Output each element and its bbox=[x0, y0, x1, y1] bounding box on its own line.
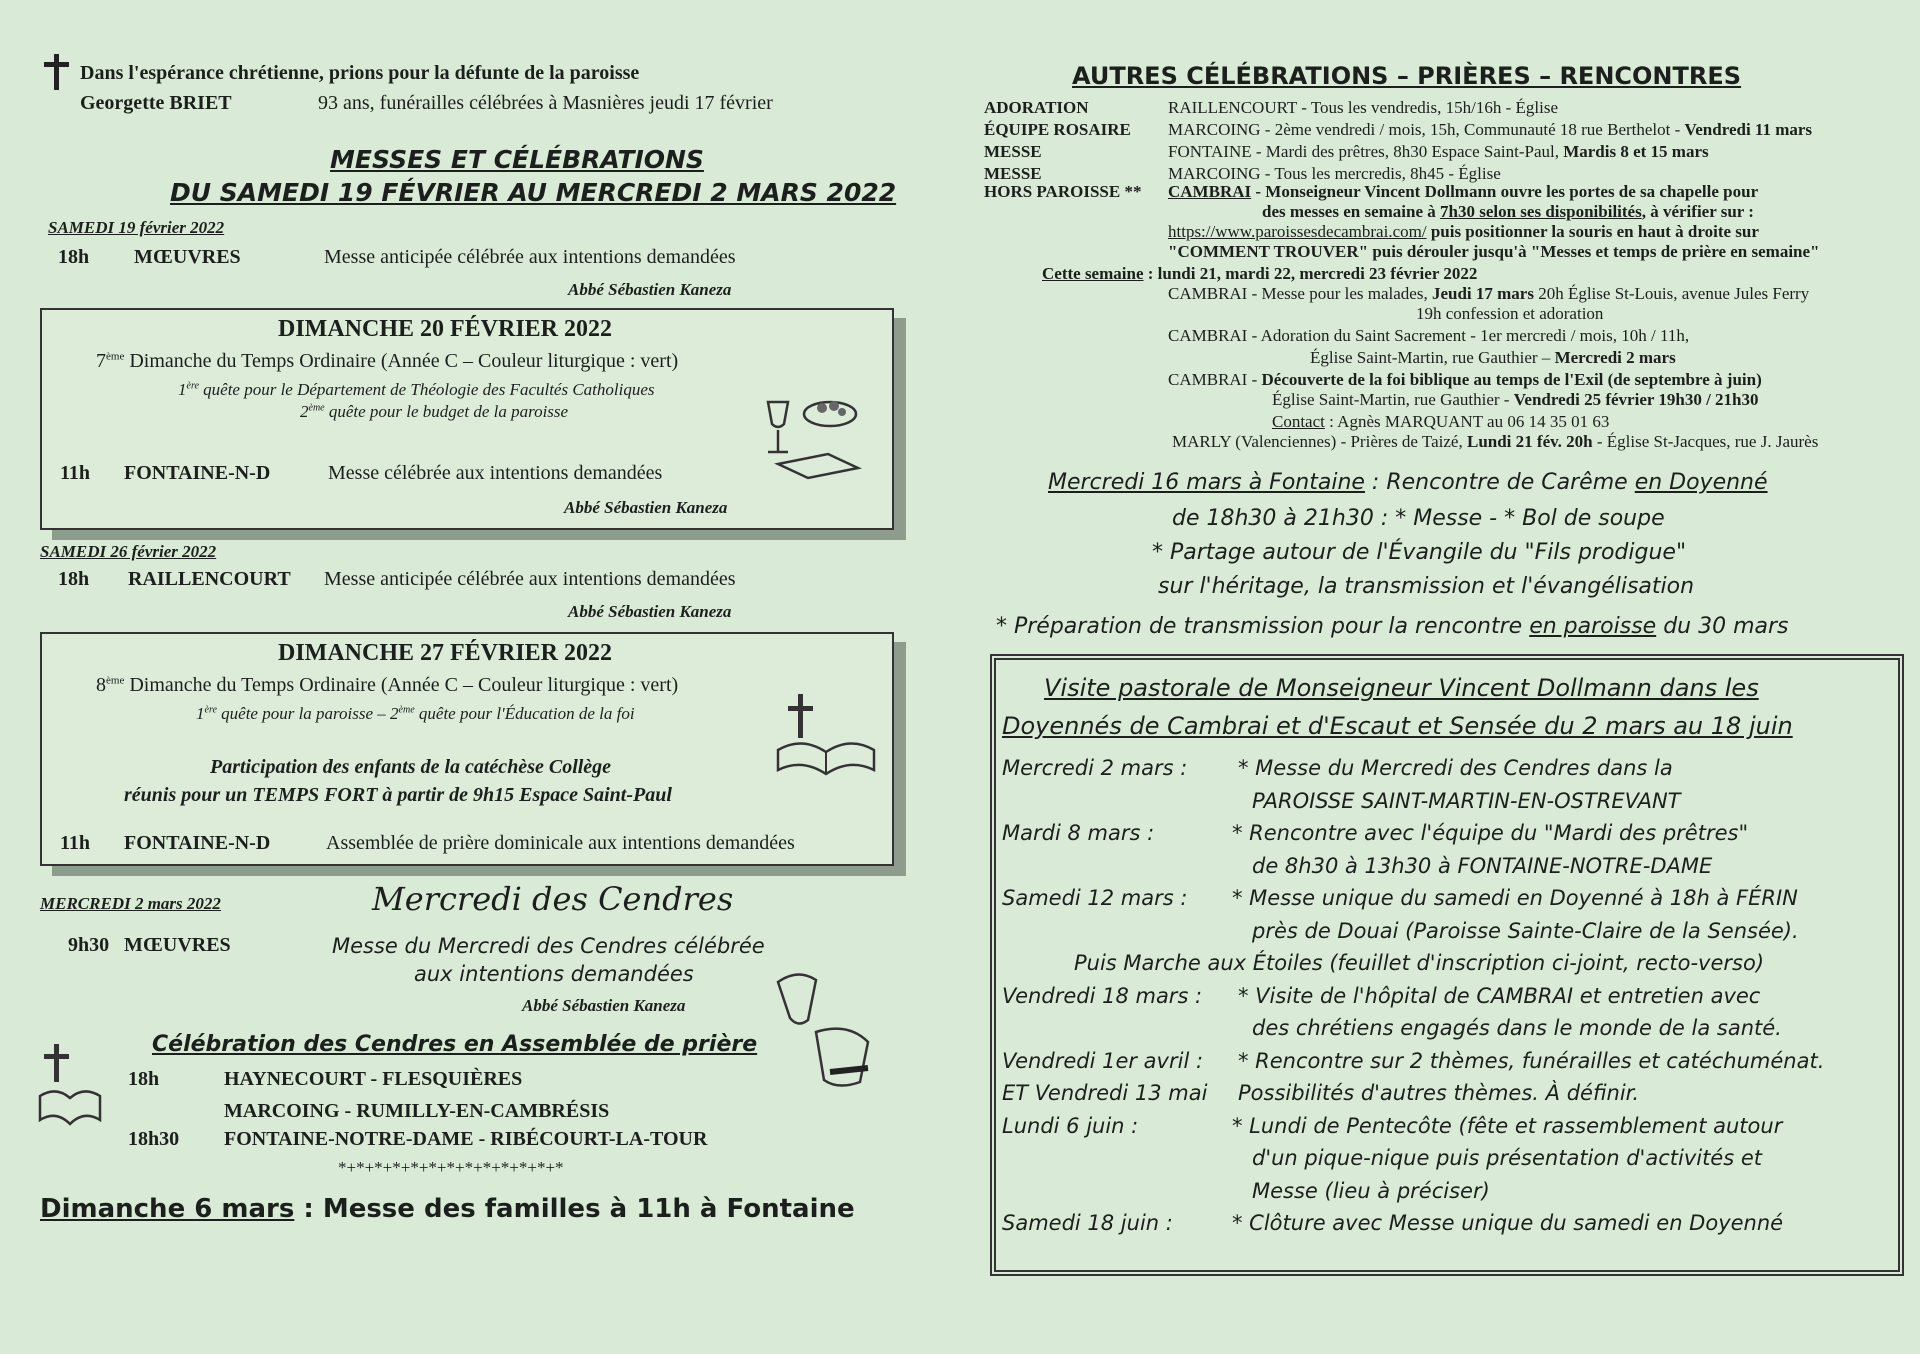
visite-text: * Rencontre sur 2 thèmes, funérailles et catéchuménat. bbox=[1238, 1048, 1825, 1073]
event-line: CAMBRAI - Découverte de la foi biblique au temps de l'Exil (de septembre à juin) bbox=[1168, 370, 1762, 389]
mass-time: 18h bbox=[58, 568, 90, 590]
date-heading: MERCREDI 2 mars 2022 bbox=[40, 894, 221, 913]
cendres-places: FONTAINE-NOTRE-DAME - RIBÉCOURT-LA-TOUR bbox=[224, 1128, 708, 1150]
careme-line: de 18h30 à 21h30 : * Messe - * Bol de soupe bbox=[1172, 506, 1665, 531]
visite-text: près de Douai (Paroisse Sainte-Claire de la Sensée). bbox=[1252, 918, 1799, 943]
visite-text: Messe (lieu à préciser) bbox=[1252, 1178, 1490, 1203]
row-text: MARCOING - 2ème vendredi / mois, 15h, Communauté 18 rue Berthelot - Vendredi 11 mars bbox=[1168, 120, 1813, 139]
ashes-hand-icon bbox=[768, 962, 888, 1107]
careme-line: * Partage autour de l'Évangile du "Fils prodigue" bbox=[1152, 540, 1687, 565]
careme-line: sur l'héritage, la transmission et l'évangélisation bbox=[1158, 574, 1695, 599]
event-line: 19h confession et adoration bbox=[1416, 304, 1604, 323]
cendres-places: HAYNECOURT - FLESQUIÈRES bbox=[224, 1068, 523, 1090]
careme-line: * Préparation de transmission pour la rencontre en paroisse du 30 mars bbox=[996, 614, 1789, 639]
priest-name: Abbé Sébastien Kaneza bbox=[568, 280, 732, 299]
ash-wednesday-heading: Mercredi des Cendres bbox=[372, 880, 734, 918]
participation-line: Participation des enfants de la catéchèse Collège bbox=[210, 756, 612, 778]
visite-date: Lundi 6 juin : bbox=[1002, 1113, 1139, 1138]
event-line: MARLY (Valenciennes) - Prières de Taizé, Lundi 21 fév. 20h - Église St-Jacques, rue J. Jaurès bbox=[1172, 432, 1819, 451]
visite-text: * Lundi de Pentecôte (fête et rassemblement autour bbox=[1232, 1113, 1783, 1138]
mass-place: MŒUVRES bbox=[134, 246, 241, 268]
quete-1: 1ère quête pour le Département de Théologie des Facultés Catholiques bbox=[178, 380, 655, 399]
mass-place: RAILLENCOURT bbox=[128, 568, 291, 590]
row-label: ADORATION bbox=[984, 98, 1089, 117]
hors-line: CAMBRAI - Monseigneur Vincent Dollmann ouvre les portes de sa chapelle pour bbox=[1168, 182, 1759, 201]
mass-desc: Assemblée de prière dominicale aux intentions demandées bbox=[326, 832, 795, 854]
sunday-27-box bbox=[40, 632, 894, 866]
mass-time: 18h bbox=[58, 246, 90, 268]
visite-date: Vendredi 1er avril : bbox=[1002, 1048, 1204, 1073]
cendres-time: 18h bbox=[128, 1068, 160, 1090]
visite-text: * Visite de l'hôpital de CAMBRAI et entretien avec bbox=[1238, 983, 1761, 1008]
family-mass-line: Dimanche 6 mars : Messe des familles à 11h à Fontaine bbox=[40, 1194, 855, 1224]
priest-name: Abbé Sébastien Kaneza bbox=[564, 498, 728, 517]
visite-text: * Clôture avec Messe unique du samedi en Doyenné bbox=[1232, 1211, 1784, 1235]
visite-title: Doyennés de Cambrai et d'Escaut et Sensée du 2 mars au 18 juin bbox=[1002, 712, 1793, 740]
visite-text: PAROISSE SAINT-MARTIN-EN-OSTREVANT bbox=[1252, 788, 1681, 813]
mass-place: FONTAINE-N-D bbox=[124, 832, 271, 854]
mass-desc: Messe anticipée célébrée aux intentions demandées bbox=[324, 568, 736, 590]
priest-name: Abbé Sébastien Kaneza bbox=[568, 602, 732, 621]
visite-text: de 8h30 à 13h30 à FONTAINE-NOTRE-DAME bbox=[1252, 853, 1713, 878]
visite-title: Visite pastorale de Monseigneur Vincent Dollmann dans les bbox=[1044, 674, 1759, 702]
obituary-details: 93 ans, funérailles célébrées à Masnières jeudi 17 février bbox=[318, 92, 773, 114]
chalice-bread-icon bbox=[758, 392, 868, 487]
visite-date: Mercredi 2 mars : bbox=[1002, 756, 1188, 780]
cendres-time: 18h30 bbox=[128, 1128, 180, 1150]
visite-text: Possibilités d'autres thèmes. À définir. bbox=[1238, 1081, 1640, 1105]
quete-line: 1ère quête pour la paroisse – 2ème quête pour l'Éducation de la foi bbox=[196, 704, 635, 723]
row-label: ÉQUIPE ROSAIRE bbox=[984, 120, 1131, 139]
stars-separator: *+*+*+*+*+*+*+*+*+*+*+*+* bbox=[338, 1158, 564, 1177]
event-line: Contact : Agnès MARQUANT au 06 14 35 01 63 bbox=[1272, 412, 1610, 431]
page-title: MESSES ET CÉLÉBRATIONS bbox=[330, 145, 704, 174]
hors-line: "COMMENT TROUVER" puis dérouler jusqu'à "Messes et temps de prière en semaine" bbox=[1168, 242, 1820, 261]
visite-date: Mardi 8 mars : bbox=[1002, 821, 1155, 845]
visite-text: * Messe du Mercredi des Cendres dans la bbox=[1238, 756, 1673, 780]
mass-desc: Messe du Mercredi des Cendres célébrée bbox=[332, 934, 765, 958]
visite-date: Samedi 18 juin : bbox=[1002, 1211, 1173, 1235]
sunday-subtitle: 8ème Dimanche du Temps Ordinaire (Année C – Couleur liturgique : vert) bbox=[96, 674, 679, 696]
diocese-url[interactable]: https://www.paroissesdecambrai.com/ bbox=[1168, 222, 1427, 241]
row-text: RAILLENCOURT - Tous les vendredis, 15h/16h - Église bbox=[1168, 98, 1559, 117]
participation-line: réunis pour un TEMPS FORT à partir de 9h15 Espace Saint-Paul bbox=[124, 784, 672, 806]
sunday-title: DIMANCHE 27 FÉVRIER 2022 bbox=[278, 640, 613, 666]
mass-desc: Messe célébrée aux intentions demandées bbox=[328, 462, 663, 484]
mass-time: 9h30 bbox=[68, 934, 110, 956]
hors-line: https://www.paroissesdecambrai.com/ puis positionner la souris en haut à droite sur bbox=[1168, 222, 1759, 241]
hors-line: des messes en semaine à 7h30 selon ses disponibilités, à vérifier sur : bbox=[1262, 202, 1754, 221]
event-line: Église Saint-Martin, rue Gauthier – Mercredi 2 mars bbox=[1310, 348, 1676, 367]
date-heading: SAMEDI 26 février 2022 bbox=[40, 542, 217, 561]
page-subtitle: DU SAMEDI 19 FÉVRIER AU MERCREDI 2 MARS 2022 bbox=[170, 178, 897, 207]
mass-time: 11h bbox=[60, 462, 91, 484]
visite-text: * Messe unique du samedi en Doyenné à 18h à FÉRIN bbox=[1232, 886, 1798, 910]
row-label: MESSE bbox=[984, 164, 1042, 183]
cendres-places: MARCOING - RUMILLY-EN-CAMBRÉSIS bbox=[224, 1100, 610, 1122]
bible-cross-icon bbox=[36, 1040, 106, 1135]
visite-text: Puis Marche aux Étoiles (feuillet d'inscription ci-joint, recto-verso) bbox=[1074, 951, 1765, 975]
obituary-line: Dans l'espérance chrétienne, prions pour la défunte de la paroisse bbox=[80, 62, 640, 84]
right-title: AUTRES CÉLÉBRATIONS – PRIÈRES – RENCONTRES bbox=[1072, 62, 1742, 90]
mass-place: MŒUVRES bbox=[124, 934, 231, 956]
mass-desc: aux intentions demandées bbox=[414, 962, 694, 986]
event-line: CAMBRAI - Messe pour les malades, Jeudi 17 mars 20h Église St-Louis, avenue Jules Ferry bbox=[1168, 284, 1810, 303]
row-text: MARCOING - Tous les mercredis, 8h45 - Église bbox=[1168, 164, 1501, 183]
careme-line: Mercredi 16 mars à Fontaine : Rencontre de Carême en Doyenné bbox=[1048, 470, 1768, 495]
visite-text: d'un pique-nique puis présentation d'activités et bbox=[1252, 1146, 1762, 1170]
obituary-name: Georgette BRIET bbox=[80, 92, 232, 114]
visite-date: ET Vendredi 13 mai bbox=[1002, 1081, 1208, 1105]
sunday-title: DIMANCHE 20 FÉVRIER 2022 bbox=[278, 316, 613, 342]
row-label: MESSE bbox=[984, 142, 1042, 161]
visite-date: Samedi 12 mars : bbox=[1002, 886, 1188, 910]
bible-cross-icon bbox=[772, 690, 882, 785]
visite-text: * Rencontre avec l'équipe du "Mardi des prêtres" bbox=[1232, 821, 1749, 845]
visite-date: Vendredi 18 mars : bbox=[1002, 983, 1203, 1008]
sunday-subtitle: 7ème Dimanche du Temps Ordinaire (Année C – Couleur liturgique : vert) bbox=[96, 350, 679, 372]
date-heading: SAMEDI 19 février 2022 bbox=[48, 218, 225, 237]
row-text: FONTAINE - Mardi des prêtres, 8h30 Espace Saint-Paul, Mardis 8 et 15 mars bbox=[1168, 142, 1709, 161]
event-line: Église Saint-Martin, rue Gauthier - Vendredi 25 février 19h30 / 21h30 bbox=[1272, 390, 1759, 409]
row-label: HORS PAROISSE ** bbox=[984, 182, 1142, 201]
event-line: CAMBRAI - Adoration du Saint Sacrement - 1er mercredi / mois, 10h / 11h, bbox=[1168, 326, 1690, 345]
cendres-title: Célébration des Cendres en Assemblée de prière bbox=[152, 1032, 758, 1057]
quete-2: 2ème quête pour le budget de la paroisse bbox=[300, 402, 569, 421]
priest-name: Abbé Sébastien Kaneza bbox=[522, 996, 686, 1015]
mass-desc: Messe anticipée célébrée aux intentions demandées bbox=[324, 246, 736, 268]
visite-text: des chrétiens engagés dans le monde de la santé. bbox=[1252, 1016, 1782, 1040]
mass-time: 11h bbox=[60, 832, 91, 854]
mass-place: FONTAINE-N-D bbox=[124, 462, 271, 484]
cross-icon bbox=[42, 52, 72, 97]
week-line: Cette semaine : lundi 21, mardi 22, mercredi 23 février 2022 bbox=[1042, 264, 1478, 283]
